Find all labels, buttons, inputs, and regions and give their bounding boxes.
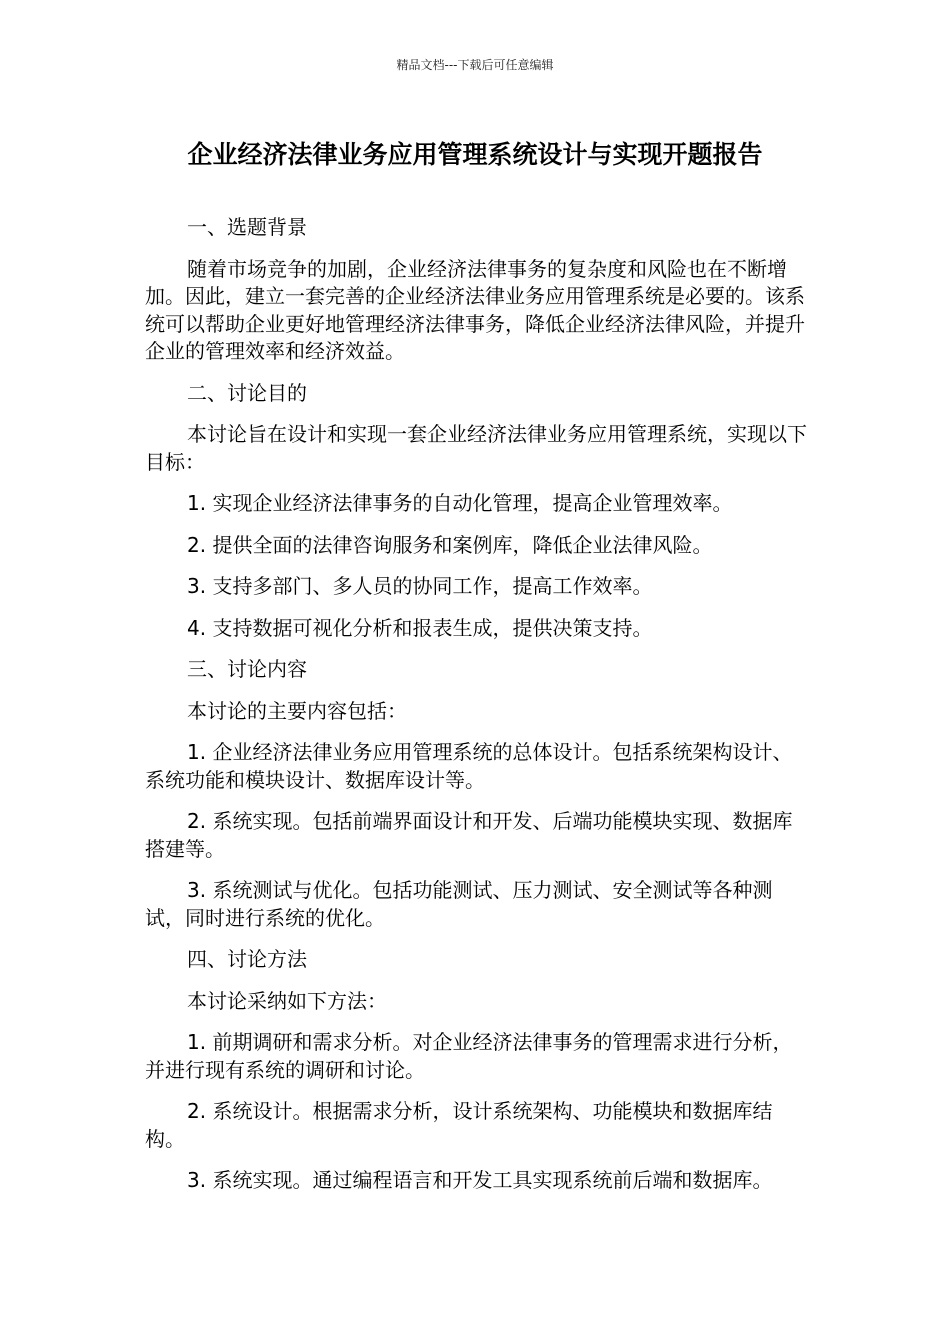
list-item: 1. 前期调研和需求分析。对企业经济法律事务的管理需求进行分析，并进行现有系统的调研和讨论。 xyxy=(145,1030,793,1082)
list-item: 4. 支持数据可视化分析和报表生成，提供决策支持。 xyxy=(187,615,653,640)
paragraph-background: 随着市场竞争的加剧，企业经济法律事务的复杂度和风险也在不断增加。因此，建立一套完善的企业经济法律业务应用管理系统是必要的。该系统可以帮助企业更好地管理经济法律事务，降低企业经济法律风险，并提升企业的管理效率和经济效益。 xyxy=(145,256,805,363)
paragraph-method-intro: 本讨论采纳如下方法： xyxy=(187,988,387,1013)
list-item: 1. 实现企业经济法律事务的自动化管理，提高企业管理效率。 xyxy=(187,491,733,515)
header-note: 精品文档---下载后可任意编辑 xyxy=(396,58,554,72)
section-heading-purpose: 二、讨论目的 xyxy=(187,380,307,405)
paragraph-purpose: 本讨论旨在设计和实现一套企业经济法律业务应用管理系统，实现以下目标： xyxy=(145,422,807,474)
section-heading-content: 三、讨论内容 xyxy=(187,657,307,681)
list-item: 2. 系统设计。根据需求分析，设计系统架构、功能模块和数据库结构。 xyxy=(145,1099,773,1151)
list-item: 3. 系统测试与优化。包括功能测试、压力测试、安全测试等各种测试，同时进行系统的优化。 xyxy=(145,878,773,930)
list-item: 1. 企业经济法律业务应用管理系统的总体设计。包括系统架构设计、系统功能和模块设计、数据库设计等。 xyxy=(145,740,793,792)
list-item: 3. 系统实现。通过编程语言和开发工具实现系统前后端和数据库。 xyxy=(187,1168,773,1192)
section-heading-method: 四、讨论方法 xyxy=(187,947,307,971)
document-body xyxy=(145,214,810,1195)
document-title: 企业经济法律业务应用管理系统设计与实现开题报告 xyxy=(187,140,763,169)
list-item: 3. 支持多部门、多人员的协同工作，提高工作效率。 xyxy=(187,574,653,598)
section-heading-background: 一、选题背景 xyxy=(187,215,307,239)
list-item: 2. 系统实现。包括前端界面设计和开发、后端功能模块实现、数据库搭建等。 xyxy=(145,809,793,861)
list-item: 2. 提供全面的法律咨询服务和案例库，降低企业法律风险。 xyxy=(187,532,713,557)
paragraph-content-intro: 本讨论的主要内容包括： xyxy=(187,698,407,723)
